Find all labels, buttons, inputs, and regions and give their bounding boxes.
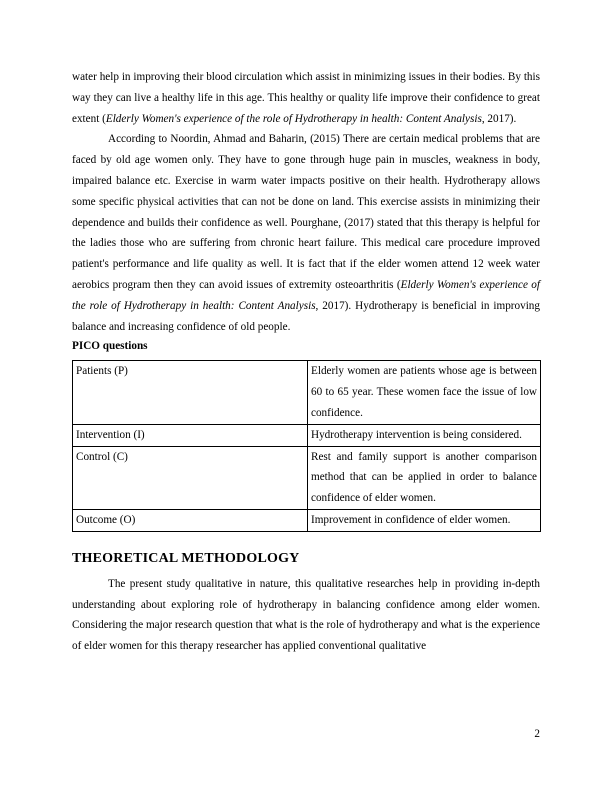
paragraph-text: , 2017). (481, 112, 517, 125)
pico-label-control: Control (C) (73, 446, 308, 509)
page-number: 2 (534, 728, 540, 740)
section-heading-theoretical-methodology: THEORETICAL METHODOLOGY (72, 550, 300, 566)
table-row (73, 509, 541, 531)
paragraph-noordin (72, 129, 540, 337)
table-row (73, 424, 541, 446)
paragraph-methodology: The present study qualitative in nature, this qualitative researches help in providing in-depth understanding about exploring role of hydrotherapy in balancing confidence among elder women. Considering the major research question that what is the role of hydrotherapy and what is the experience of elder women for this therapy researcher has applied conventional qualitative (72, 577, 540, 653)
citation-title: Elderly Women's experience of the role of Hydrotherapy in health: Content Analysis (72, 278, 540, 312)
table-row (73, 361, 541, 424)
pico-label-outcome: Outcome (O) (73, 509, 308, 531)
document-page (72, 67, 540, 657)
pico-label-patients: Patients (P) (73, 361, 308, 424)
paragraph-text: , 2017). Hydrotherapy is beneficial in improving balance and increasing confidence of old people. (72, 299, 540, 333)
pico-heading: PICO questions (72, 340, 148, 353)
pico-value-intervention: Hydrotherapy intervention is being considered. (308, 424, 541, 446)
table-row (73, 446, 541, 509)
pico-value-outcome: Improvement in confidence of elder women. (308, 509, 541, 531)
pico-value-patients: Elderly women are patients whose age is between 60 to 65 year. These women face the issue of low confidence. (308, 361, 541, 424)
pico-table (72, 360, 541, 531)
paragraph-blood-circulation (72, 67, 540, 129)
paragraph-text: water help in improving their blood circulation which assist in minimizing issues in their bodies. By this way they can live a healthy life in this age. This healthy or quality life improve their confidence to great extent ( (72, 71, 540, 125)
paragraph-text: According to Noordin, Ahmad and Baharin, (2015) There are certain medical problems that are faced by old age women only. They have to gone through huge pain in muscles, weakness in body, impaired balance etc. Exercise in warm water impacts positive on their health. Hydrotherapy allows some specific physical activities that can not be done on land. This exercise assists in minimizing their dependence and builds their confidence as well. Pourghane, (2017) stated that this therapy is helpful for the ladies those who are suffering from chronic heart failure. This medical care procedure improved patient's performance and life quality as well. It is fact that if the elder women attend 12 week water aerobics program then they can avoid issues of extremity osteoarthritis ( (72, 133, 540, 291)
pico-value-control: Rest and family support is another comparison method that can be applied in order to balance confidence of elder women. (308, 446, 541, 509)
citation-title: Elderly Women's experience of the role of Hydrotherapy in health: Content Analysis (105, 112, 482, 125)
pico-label-intervention: Intervention (I) (73, 424, 308, 446)
